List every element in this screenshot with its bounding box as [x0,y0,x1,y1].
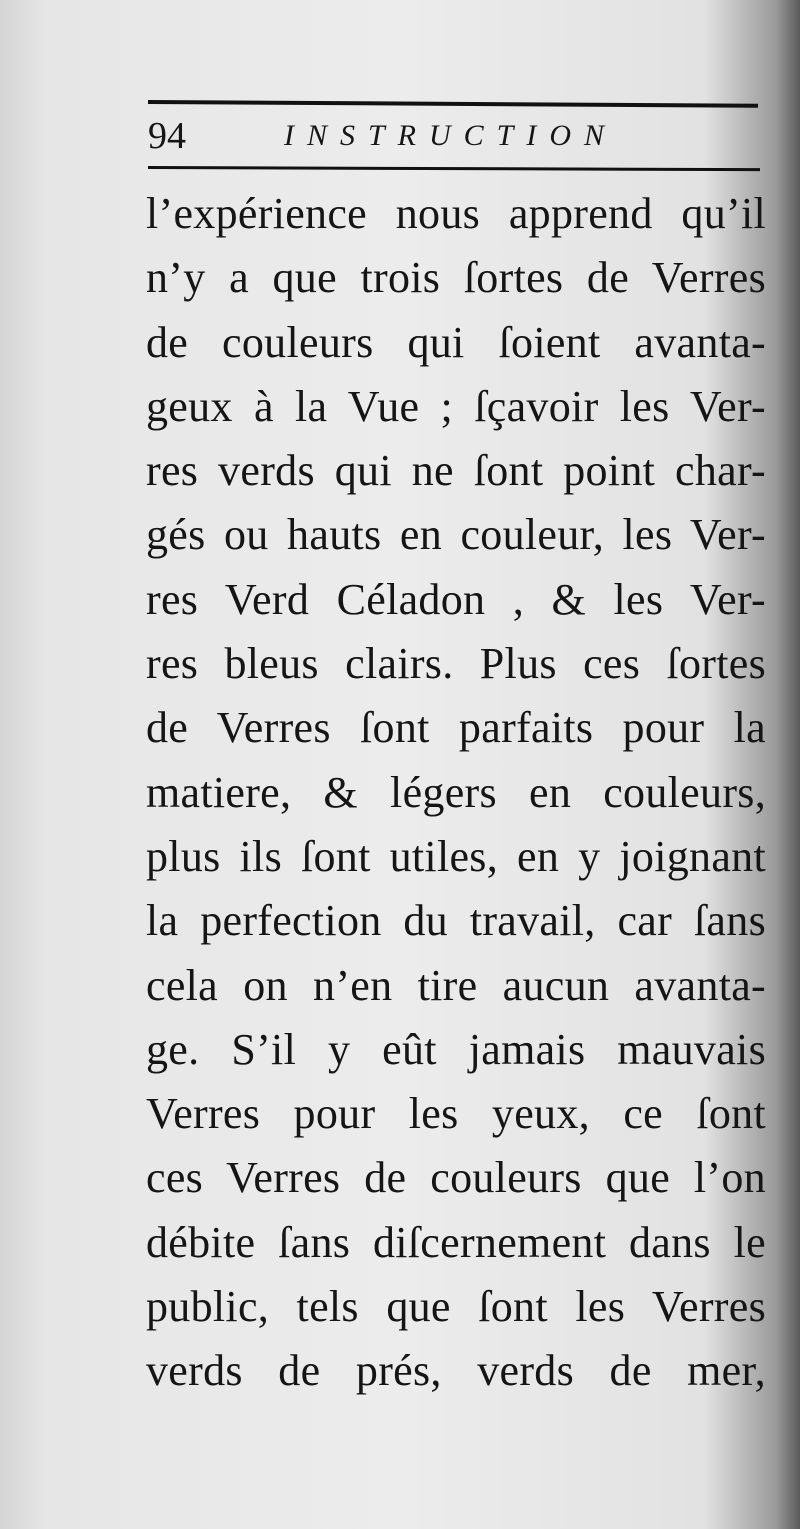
header-top-rule [148,100,758,108]
text-line-13: cela on n’en tire aucun avanta- [146,960,766,1010]
text-line-14: ge. S’il y eût jamais mauvais [146,1024,766,1074]
body-text [146,182,766,1404]
text-line-4: geux à la Vue ; ſçavoir les Ver- [146,381,766,431]
text-line-5: res verds qui ne ſont point char- [146,446,766,496]
text-line-2: n’y a que trois ſortes de Verres [146,253,766,303]
text-line-19: verds de prés, verds de mer, [146,1346,766,1396]
text-line-17: débite ſans diſcernement dans le [146,1217,766,1267]
text-line-12: la perfection du travail, car ſans [146,896,766,946]
page-number: 94 [148,115,186,157]
text-line-9: de Verres ſont parfaits pour la [146,703,766,753]
text-line-16: ces Verres de couleurs que l’on [146,1153,766,1203]
header-bottom-rule [148,166,760,171]
text-line-11: plus ils ſont utiles, en y joignant [146,831,766,881]
text-line-8: res bleus clairs. Plus ces ſortes [146,639,766,689]
running-title: INSTRUCTION [284,119,618,152]
text-line-15: Verres pour les yeux, ce ſont [146,1089,766,1139]
text-line-3: de couleurs qui ſoient avanta- [146,317,766,367]
text-line-18: public, tels que ſont les Verres [146,1282,766,1332]
text-line-10: matiere, & légers en couleurs, [146,767,766,817]
text-line-7: res Verd Céladon , & les Ver- [146,574,766,624]
text-line-1: l’expérience nous apprend qu’il [146,189,766,238]
running-head [148,110,760,162]
text-line-6: gés ou hauts en couleur, les Ver- [146,510,766,560]
